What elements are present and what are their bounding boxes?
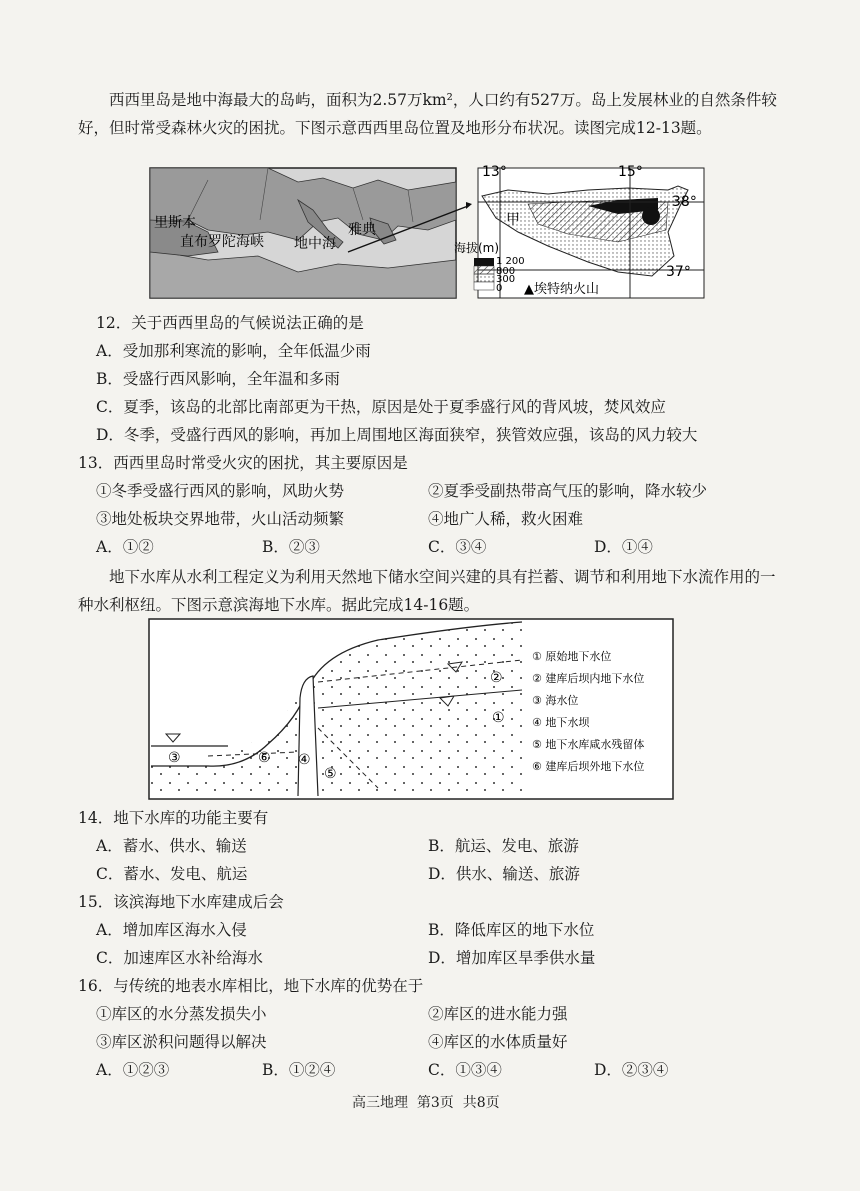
legend-label-800: 800 xyxy=(496,266,516,277)
diagram-marker-3: ③ xyxy=(168,750,181,766)
diagram-marker-4: ④ xyxy=(298,752,311,768)
q12-option-b[interactable]: B．受盛行西风影响，全年温和多雨 xyxy=(96,370,340,388)
diagram-marker-5: ⑤ xyxy=(324,766,337,782)
q13-statement-2: ②夏季受副热带高气压的影响，降水较少 xyxy=(428,482,708,500)
diagram-legend-3: ③ 海水位 xyxy=(532,694,579,707)
q16-statement-4: ④库区的水体质量好 xyxy=(428,1033,568,1051)
q16-option-a[interactable]: A．①②③ xyxy=(96,1061,170,1079)
q13-option-c[interactable]: C．③④ xyxy=(428,538,487,556)
q12-option-c[interactable]: C．夏季，该岛的北部比南部更为干热，原因是处于夏季盛行风的背风坡，焚风效应 xyxy=(96,398,666,416)
legend-swatch-1200 xyxy=(474,258,494,266)
q14-option-b[interactable]: B．航运、发电、旅游 xyxy=(428,837,579,855)
q13-statement-1: ①冬季受盛行西风的影响，风助火势 xyxy=(96,482,345,500)
q12-stem: 12．关于西西里岛的气候说法正确的是 xyxy=(96,314,364,332)
q13-statement-4: ④地广人稀，救火困难 xyxy=(428,510,584,528)
diagram-legend-1: ① 原始地下水位 xyxy=(532,650,612,663)
map-label-jia: 甲 xyxy=(506,212,520,228)
map-label-gibraltar: 直布罗陀海峡 xyxy=(180,234,264,250)
q13-option-d[interactable]: D．①④ xyxy=(594,538,653,556)
q15-option-b[interactable]: B．降低库区的地下水位 xyxy=(428,921,595,939)
map-label-37deg: 37° xyxy=(666,264,691,280)
map-label-mediterranean: 地中海 xyxy=(294,236,336,252)
map-label-etna: ▲埃特纳火山 xyxy=(524,282,599,297)
q14-stem: 14．地下水库的功能主要有 xyxy=(78,809,269,827)
q16-option-b[interactable]: B．①②④ xyxy=(262,1061,336,1079)
underground-reservoir-diagram xyxy=(148,618,674,800)
diagram-legend-2: ② 建库后坝内地下水位 xyxy=(532,672,645,685)
q14-option-d[interactable]: D．供水、输送、旅游 xyxy=(428,865,580,883)
map-label-38deg: 38° xyxy=(672,194,697,210)
q14-option-c[interactable]: C．蓄水、发电、航运 xyxy=(96,865,248,883)
map-label-lisbon: 里斯本 xyxy=(154,215,196,231)
q15-option-d[interactable]: D．增加库区旱季供水量 xyxy=(428,949,596,967)
legend-label-300: 300 xyxy=(496,274,516,285)
q16-statement-1: ①库区的水分蒸发损失小 xyxy=(96,1005,267,1023)
diagram-marker-6: ⑥ xyxy=(258,750,271,766)
q12-option-a[interactable]: A．受加那利寒流的影响，全年低温少雨 xyxy=(96,342,371,360)
q13-option-a[interactable]: A．①② xyxy=(96,538,154,556)
q16-stem: 16．与传统的地表水库相比，地下水库的优势在于 xyxy=(78,977,424,995)
map-label-15deg: 15° xyxy=(618,164,643,180)
q12-option-d[interactable]: D．冬季，受盛行西风的影响，再加上周围地区海面狭窄，狭管效应强，该岛的风力较大 xyxy=(96,426,698,444)
q15-stem: 15．该滨海地下水库建成后会 xyxy=(78,893,284,911)
q15-option-c[interactable]: C．加速库区水补给海水 xyxy=(96,949,263,967)
diagram-marker-1: ① xyxy=(492,710,505,726)
intro-paragraph-reservoir: 地下水库从水利工程定义为利用天然地下储水空间兴建的具有拦蓄、调节和利用地下水流作用的一种水利枢纽。下图示意滨海地下水库。据此完成14-16题。 xyxy=(78,568,776,614)
legend-swatch-0 xyxy=(474,282,494,290)
page-footer: 高三地理 第3页 共8页 xyxy=(352,1095,500,1111)
map-legend-title: 海拔(m) xyxy=(454,241,500,255)
map-label-13deg: 13° xyxy=(482,164,507,180)
legend-label-1200: 1 200 xyxy=(496,256,525,267)
q16-statement-2: ②库区的进水能力强 xyxy=(428,1005,568,1023)
diagram-marker-2: ② xyxy=(490,670,503,686)
q16-option-c[interactable]: C．①③④ xyxy=(428,1061,502,1079)
map-label-athens: 雅典 xyxy=(348,222,376,238)
diagram-legend-4: ④ 地下水坝 xyxy=(532,716,590,729)
legend-swatch-800 xyxy=(474,266,494,274)
legend-label-0: 0 xyxy=(496,283,503,294)
legend-swatch-300 xyxy=(474,274,494,282)
q15-option-a[interactable]: A．增加库区海水入侵 xyxy=(96,921,247,939)
q13-option-b[interactable]: B．②③ xyxy=(262,538,320,556)
diagram-legend-6: ⑥ 建库后坝外地下水位 xyxy=(532,760,645,773)
q13-stem: 13．西西里岛时常受火灾的困扰，其主要原因是 xyxy=(78,454,408,472)
diagram-legend-5: ⑤ 地下水库咸水残留体 xyxy=(532,738,645,751)
q14-option-a[interactable]: A．蓄水、供水、输送 xyxy=(96,837,247,855)
q16-option-d[interactable]: D．②③④ xyxy=(594,1061,669,1079)
q13-statement-3: ③地处板块交界地带，火山活动频繁 xyxy=(96,510,345,528)
intro-paragraph-sicily: 西西里岛是地中海最大的岛屿，面积为2.57万km²，人口约有527万。岛上发展林业的自然条件较好，但时常受森林火灾的困扰。下图示意西西里岛位置及地形分布状况。读图完成12-13题。 xyxy=(78,91,777,137)
q16-statement-3: ③库区淤积问题得以解决 xyxy=(96,1033,267,1051)
sicily-location-map xyxy=(148,160,708,302)
